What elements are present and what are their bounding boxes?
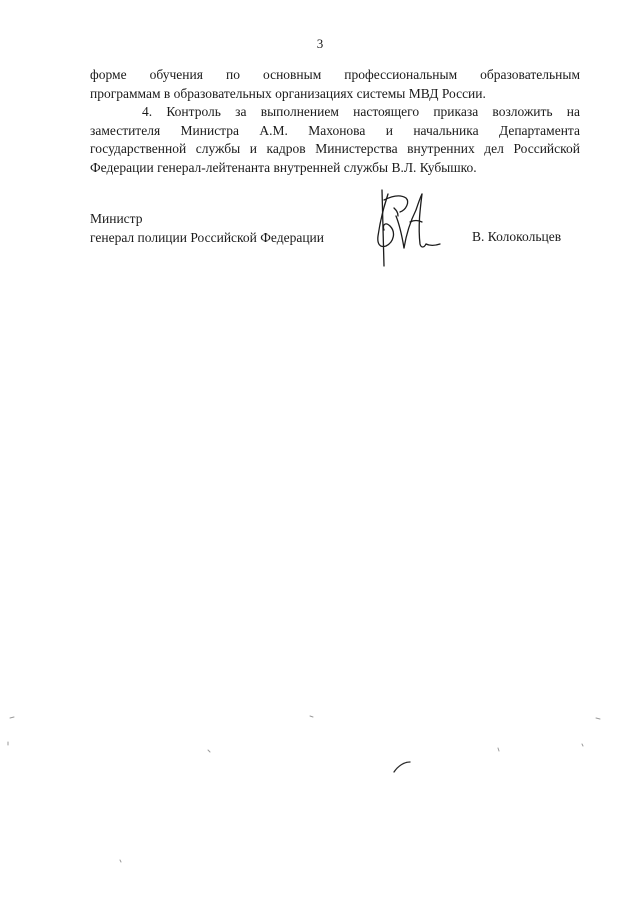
signatory-position: Министр bbox=[90, 211, 143, 226]
signatory-name: В. Колокольцев bbox=[472, 229, 562, 244]
paragraph-line: программам в образовательных организациях системы МВД России. bbox=[90, 85, 486, 101]
paragraph-line: государственной службы и кадров Министерства внутренних дел Российской bbox=[90, 141, 580, 156]
signatory-rank: генерал полиции Российской Федерации bbox=[90, 230, 325, 245]
paragraph-line: Федерации генерал-лейтенанта внутренней службы В.Л. Кубышко. bbox=[90, 159, 477, 175]
paragraph-line: форме обучения по основным профессиональным образовательным bbox=[90, 67, 580, 82]
paragraph-line: 4. Контроль за выполнением настоящего приказа возложить на bbox=[142, 104, 580, 119]
paragraph-line: заместителя Министра А.М. Махонова и начальника Департамента bbox=[90, 122, 580, 138]
page-number: 3 bbox=[316, 36, 324, 51]
